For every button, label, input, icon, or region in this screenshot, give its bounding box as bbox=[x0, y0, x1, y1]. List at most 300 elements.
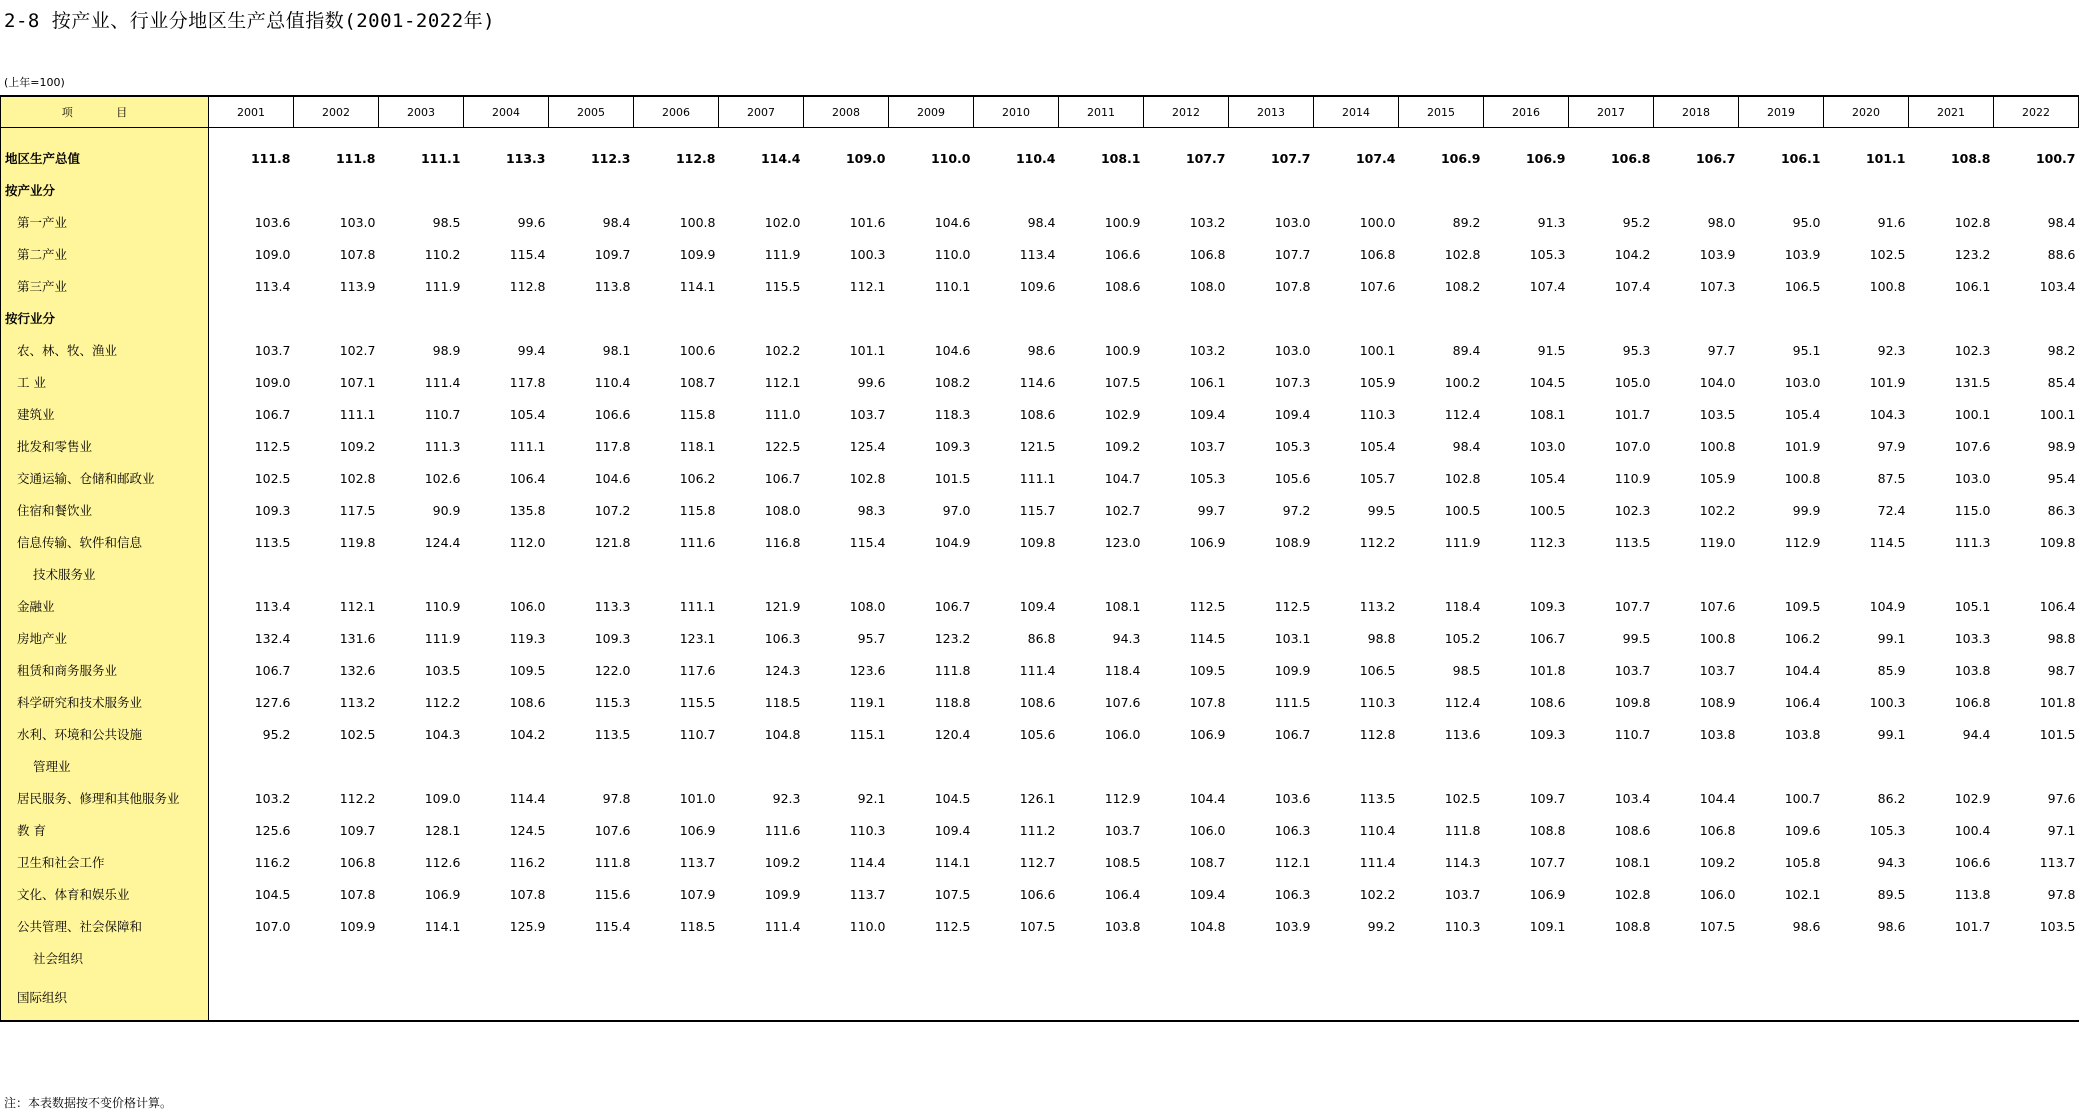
value-cell: 110.0 bbox=[930, 150, 971, 166]
value-cell: 112.1 bbox=[849, 278, 886, 294]
value-cell: 95.1 bbox=[1792, 342, 1821, 358]
value-cell: 106.6 bbox=[1019, 886, 1056, 902]
value-cell: 102.8 bbox=[1444, 246, 1481, 262]
value-cell bbox=[379, 974, 464, 1021]
value-cell: 103.4 bbox=[2039, 278, 2076, 294]
value-cell: 106.3 bbox=[1274, 886, 1311, 902]
value-cell: 112.3 bbox=[590, 150, 631, 166]
value-cell: 119.1 bbox=[849, 694, 886, 710]
value-cell: 109.7 bbox=[594, 246, 631, 262]
value-cell: 95.3 bbox=[1622, 342, 1651, 358]
value-cell: 100.7 bbox=[1784, 790, 1821, 806]
value-cell: 89.2 bbox=[1452, 214, 1481, 230]
year-header: 2002 bbox=[294, 96, 379, 128]
year-header: 2014 bbox=[1314, 96, 1399, 128]
value-cell: 99.9 bbox=[1792, 502, 1821, 518]
value-cell bbox=[1824, 974, 1909, 1021]
value-cell: 114.6 bbox=[1019, 374, 1056, 390]
value-cell: 113.7 bbox=[849, 886, 886, 902]
value-cell: 100.8 bbox=[1699, 438, 1736, 454]
value-cell: 111.4 bbox=[1359, 854, 1396, 870]
value-cell: 113.6 bbox=[1444, 726, 1481, 742]
value-cell: 104.9 bbox=[934, 534, 971, 550]
value-cell: 100.7 bbox=[2035, 150, 2076, 166]
value-cell: 110.7 bbox=[679, 726, 716, 742]
value-cell: 109.4 bbox=[1189, 406, 1226, 422]
value-cell: 111.9 bbox=[424, 630, 461, 646]
row-label: 建筑业 bbox=[1, 398, 209, 430]
value-cell: 108.7 bbox=[1189, 854, 1226, 870]
value-cell: 109.6 bbox=[1784, 822, 1821, 838]
value-cell: 107.7 bbox=[1614, 598, 1651, 614]
value-cell: 98.6 bbox=[1792, 918, 1821, 934]
table-row bbox=[1, 206, 2079, 238]
value-cell bbox=[1654, 750, 1739, 782]
value-cell bbox=[719, 174, 804, 206]
value-cell: 102.9 bbox=[1104, 406, 1141, 422]
value-cell: 113.4 bbox=[254, 598, 291, 614]
value-cell: 108.9 bbox=[1274, 534, 1311, 550]
value-cell: 91.5 bbox=[1537, 342, 1566, 358]
value-cell: 122.0 bbox=[594, 662, 631, 678]
value-cell: 108.1 bbox=[1614, 854, 1651, 870]
value-cell: 106.4 bbox=[1104, 886, 1141, 902]
value-cell: 108.8 bbox=[1614, 918, 1651, 934]
value-cell: 112.4 bbox=[1444, 694, 1481, 710]
value-cell: 99.4 bbox=[517, 342, 546, 358]
value-cell: 112.8 bbox=[1359, 726, 1396, 742]
value-cell: 109.5 bbox=[509, 662, 546, 678]
value-cell: 109.3 bbox=[594, 630, 631, 646]
value-cell: 107.9 bbox=[679, 886, 716, 902]
value-cell: 101.5 bbox=[2039, 726, 2076, 742]
value-cell bbox=[209, 750, 294, 782]
value-cell: 118.3 bbox=[934, 406, 971, 422]
row-label: 社会组织 bbox=[1, 942, 209, 974]
row-label: 教 育 bbox=[1, 814, 209, 846]
value-cell bbox=[294, 558, 379, 590]
value-cell: 109.8 bbox=[2039, 534, 2076, 550]
value-cell: 112.3 bbox=[1529, 534, 1566, 550]
value-cell: 109.0 bbox=[424, 790, 461, 806]
value-cell: 107.8 bbox=[1274, 278, 1311, 294]
value-cell: 110.7 bbox=[424, 406, 461, 422]
value-cell: 104.6 bbox=[594, 470, 631, 486]
value-cell: 109.4 bbox=[1189, 886, 1226, 902]
value-cell bbox=[1059, 942, 1144, 974]
value-cell: 111.4 bbox=[764, 918, 801, 934]
value-cell: 100.8 bbox=[679, 214, 716, 230]
value-cell: 111.1 bbox=[420, 150, 461, 166]
value-cell: 121.9 bbox=[764, 598, 801, 614]
value-cell: 104.8 bbox=[1189, 918, 1226, 934]
value-cell: 110.4 bbox=[1015, 150, 1056, 166]
value-cell bbox=[379, 558, 464, 590]
value-cell: 131.6 bbox=[339, 630, 376, 646]
value-cell: 111.1 bbox=[509, 438, 546, 454]
value-cell: 100.5 bbox=[1444, 502, 1481, 518]
value-cell: 105.4 bbox=[1529, 470, 1566, 486]
row-label: 住宿和餐饮业 bbox=[1, 494, 209, 526]
value-cell: 104.3 bbox=[424, 726, 461, 742]
value-cell bbox=[719, 942, 804, 974]
value-cell bbox=[1484, 302, 1569, 334]
value-cell: 106.2 bbox=[1784, 630, 1821, 646]
value-cell: 107.5 bbox=[1019, 918, 1056, 934]
year-header: 2004 bbox=[464, 96, 549, 128]
value-cell: 115.1 bbox=[849, 726, 886, 742]
value-cell: 112.9 bbox=[1104, 790, 1141, 806]
value-cell: 94.3 bbox=[1877, 854, 1906, 870]
year-header: 2013 bbox=[1229, 96, 1314, 128]
value-cell: 110.4 bbox=[1359, 822, 1396, 838]
value-cell: 114.1 bbox=[934, 854, 971, 870]
table-row bbox=[1, 302, 2079, 334]
value-cell: 114.3 bbox=[1444, 854, 1481, 870]
value-cell bbox=[1229, 558, 1314, 590]
value-cell: 86.8 bbox=[1027, 630, 1056, 646]
table-row bbox=[1, 270, 2079, 302]
value-cell: 105.9 bbox=[1699, 470, 1736, 486]
value-cell: 109.3 bbox=[1529, 726, 1566, 742]
value-cell: 113.4 bbox=[254, 278, 291, 294]
value-cell: 98.1 bbox=[602, 342, 631, 358]
value-cell bbox=[464, 750, 549, 782]
value-cell: 111.8 bbox=[934, 662, 971, 678]
value-cell bbox=[974, 174, 1059, 206]
value-cell: 107.1 bbox=[339, 374, 376, 390]
value-cell: 128.1 bbox=[424, 822, 461, 838]
value-cell: 108.9 bbox=[1699, 694, 1736, 710]
value-cell: 106.7 bbox=[254, 406, 291, 422]
value-cell: 106.9 bbox=[1440, 150, 1481, 166]
value-cell: 102.5 bbox=[1869, 246, 1906, 262]
value-cell: 103.0 bbox=[1954, 470, 1991, 486]
value-cell: 103.2 bbox=[1189, 214, 1226, 230]
value-cell: 98.4 bbox=[2047, 214, 2076, 230]
value-cell: 103.7 bbox=[254, 342, 291, 358]
value-cell bbox=[634, 174, 719, 206]
value-cell bbox=[1484, 174, 1569, 206]
value-cell bbox=[1909, 302, 1994, 334]
value-cell bbox=[1909, 558, 1994, 590]
value-cell: 104.5 bbox=[934, 790, 971, 806]
value-cell: 98.0 bbox=[1707, 214, 1736, 230]
value-cell: 99.1 bbox=[1877, 726, 1906, 742]
value-cell: 98.6 bbox=[1027, 342, 1056, 358]
value-cell: 109.4 bbox=[1019, 598, 1056, 614]
value-cell: 113.8 bbox=[594, 278, 631, 294]
value-cell bbox=[1229, 174, 1314, 206]
value-cell: 109.5 bbox=[1189, 662, 1226, 678]
value-cell: 88.6 bbox=[2047, 246, 2076, 262]
value-cell: 101.6 bbox=[849, 214, 886, 230]
value-cell: 113.2 bbox=[339, 694, 376, 710]
value-cell: 89.4 bbox=[1452, 342, 1481, 358]
value-cell bbox=[1144, 974, 1229, 1021]
value-cell: 113.3 bbox=[505, 150, 546, 166]
value-cell: 100.0 bbox=[1359, 214, 1396, 230]
value-cell bbox=[464, 942, 549, 974]
value-cell: 119.8 bbox=[339, 534, 376, 550]
value-cell: 106.6 bbox=[1104, 246, 1141, 262]
value-cell: 72.4 bbox=[1877, 502, 1906, 518]
value-cell: 107.0 bbox=[1614, 438, 1651, 454]
value-cell: 102.5 bbox=[254, 470, 291, 486]
value-cell: 100.1 bbox=[1359, 342, 1396, 358]
value-cell: 123.0 bbox=[1104, 534, 1141, 550]
value-cell bbox=[1739, 302, 1824, 334]
row-label: 租赁和商务服务业 bbox=[1, 654, 209, 686]
value-cell: 109.4 bbox=[934, 822, 971, 838]
value-cell bbox=[1569, 174, 1654, 206]
value-cell: 106.2 bbox=[679, 470, 716, 486]
value-cell: 111.3 bbox=[424, 438, 461, 454]
value-cell: 105.3 bbox=[1529, 246, 1566, 262]
year-header: 2008 bbox=[804, 96, 889, 128]
year-header: 2001 bbox=[209, 96, 294, 128]
value-cell bbox=[1484, 974, 1569, 1021]
value-cell: 109.5 bbox=[1784, 598, 1821, 614]
value-cell: 108.1 bbox=[1100, 150, 1141, 166]
value-cell bbox=[1144, 558, 1229, 590]
value-cell: 112.9 bbox=[1784, 534, 1821, 550]
value-cell: 114.4 bbox=[760, 150, 801, 166]
value-cell: 106.1 bbox=[1954, 278, 1991, 294]
value-cell: 109.9 bbox=[339, 918, 376, 934]
value-cell bbox=[889, 558, 974, 590]
value-cell bbox=[1144, 174, 1229, 206]
value-cell: 103.9 bbox=[1784, 246, 1821, 262]
value-cell bbox=[294, 942, 379, 974]
value-cell: 105.2 bbox=[1444, 630, 1481, 646]
value-cell: 114.1 bbox=[424, 918, 461, 934]
value-cell: 103.7 bbox=[1614, 662, 1651, 678]
value-cell bbox=[464, 558, 549, 590]
value-cell: 109.9 bbox=[764, 886, 801, 902]
value-cell bbox=[889, 942, 974, 974]
value-cell: 103.8 bbox=[1699, 726, 1736, 742]
value-cell: 112.0 bbox=[509, 534, 546, 550]
value-cell bbox=[1314, 558, 1399, 590]
value-cell: 110.9 bbox=[424, 598, 461, 614]
value-cell: 124.5 bbox=[509, 822, 546, 838]
table-row bbox=[1, 590, 2079, 622]
value-cell: 115.4 bbox=[509, 246, 546, 262]
value-cell: 106.9 bbox=[1189, 534, 1226, 550]
table-row bbox=[1, 846, 2079, 878]
value-cell: 94.3 bbox=[1112, 630, 1141, 646]
value-cell: 107.6 bbox=[1359, 278, 1396, 294]
value-cell: 106.8 bbox=[1699, 822, 1736, 838]
value-cell: 97.7 bbox=[1707, 342, 1736, 358]
table-row bbox=[1, 142, 2079, 174]
value-cell: 112.5 bbox=[1274, 598, 1311, 614]
value-cell: 107.7 bbox=[1185, 150, 1226, 166]
value-cell bbox=[549, 974, 634, 1021]
value-cell: 112.6 bbox=[424, 854, 461, 870]
value-cell: 98.8 bbox=[2047, 630, 2076, 646]
table-row bbox=[1, 494, 2079, 526]
table-row bbox=[1, 974, 2079, 1021]
value-cell: 100.6 bbox=[679, 342, 716, 358]
value-cell: 106.9 bbox=[424, 886, 461, 902]
value-cell: 108.6 bbox=[1019, 406, 1056, 422]
value-cell: 110.3 bbox=[1444, 918, 1481, 934]
value-cell bbox=[1059, 302, 1144, 334]
value-cell: 105.6 bbox=[1019, 726, 1056, 742]
value-cell: 106.9 bbox=[1529, 886, 1566, 902]
value-cell bbox=[1739, 558, 1824, 590]
year-header: 2003 bbox=[379, 96, 464, 128]
row-label: 农、林、牧、渔业 bbox=[1, 334, 209, 366]
value-cell bbox=[549, 174, 634, 206]
value-cell: 95.2 bbox=[1622, 214, 1651, 230]
value-cell bbox=[1739, 974, 1824, 1021]
table-row bbox=[1, 686, 2079, 718]
value-cell: 109.8 bbox=[1019, 534, 1056, 550]
year-header: 2019 bbox=[1739, 96, 1824, 128]
row-label: 公共管理、社会保障和 bbox=[1, 910, 209, 942]
value-cell: 109.3 bbox=[254, 502, 291, 518]
value-cell: 102.9 bbox=[1954, 790, 1991, 806]
value-cell: 86.3 bbox=[2047, 502, 2076, 518]
value-cell: 113.3 bbox=[594, 598, 631, 614]
value-cell: 108.6 bbox=[1529, 694, 1566, 710]
value-cell: 117.8 bbox=[594, 438, 631, 454]
value-cell bbox=[889, 174, 974, 206]
value-cell bbox=[1399, 974, 1484, 1021]
table-row bbox=[1, 910, 2079, 942]
value-cell: 95.4 bbox=[2047, 470, 2076, 486]
value-cell bbox=[1059, 174, 1144, 206]
value-cell: 111.1 bbox=[339, 406, 376, 422]
year-header: 2006 bbox=[634, 96, 719, 128]
row-label: 卫生和社会工作 bbox=[1, 846, 209, 878]
value-cell: 112.1 bbox=[339, 598, 376, 614]
value-cell: 109.2 bbox=[1699, 854, 1736, 870]
value-cell bbox=[1569, 942, 1654, 974]
value-cell: 100.9 bbox=[1104, 214, 1141, 230]
value-cell: 101.7 bbox=[1614, 406, 1651, 422]
value-cell bbox=[1654, 974, 1739, 1021]
value-cell: 106.9 bbox=[1525, 150, 1566, 166]
table-row bbox=[1, 718, 2079, 750]
value-cell: 103.0 bbox=[1274, 342, 1311, 358]
value-cell: 108.0 bbox=[764, 502, 801, 518]
value-cell: 85.9 bbox=[1877, 662, 1906, 678]
value-cell: 103.9 bbox=[1699, 246, 1736, 262]
value-cell bbox=[1824, 302, 1909, 334]
value-cell bbox=[634, 558, 719, 590]
value-cell: 105.1 bbox=[1954, 598, 1991, 614]
value-cell: 105.4 bbox=[509, 406, 546, 422]
value-cell: 104.3 bbox=[1869, 406, 1906, 422]
value-cell: 125.4 bbox=[849, 438, 886, 454]
table-row bbox=[1, 526, 2079, 558]
value-cell: 111.4 bbox=[424, 374, 461, 390]
value-cell bbox=[1399, 174, 1484, 206]
value-cell bbox=[209, 302, 294, 334]
value-cell: 119.0 bbox=[1699, 534, 1736, 550]
table-row bbox=[1, 462, 2079, 494]
value-cell bbox=[1229, 974, 1314, 1021]
value-cell bbox=[1144, 750, 1229, 782]
value-cell: 102.6 bbox=[424, 470, 461, 486]
value-cell: 107.6 bbox=[1699, 598, 1736, 614]
value-cell: 111.8 bbox=[250, 150, 291, 166]
value-cell: 102.3 bbox=[1614, 502, 1651, 518]
value-cell: 108.7 bbox=[679, 374, 716, 390]
table-header-row bbox=[1, 96, 2079, 128]
value-cell: 97.9 bbox=[1877, 438, 1906, 454]
value-cell bbox=[974, 974, 1059, 1021]
value-cell: 100.8 bbox=[1869, 278, 1906, 294]
value-cell: 115.4 bbox=[594, 918, 631, 934]
value-cell bbox=[1569, 558, 1654, 590]
value-cell: 104.4 bbox=[1699, 790, 1736, 806]
value-cell: 89.5 bbox=[1877, 886, 1906, 902]
value-cell: 120.4 bbox=[934, 726, 971, 742]
value-cell: 111.0 bbox=[764, 406, 801, 422]
table-body bbox=[1, 128, 2079, 1022]
value-cell: 124.3 bbox=[764, 662, 801, 678]
value-cell: 118.4 bbox=[1104, 662, 1141, 678]
row-label: 技术服务业 bbox=[1, 558, 209, 590]
value-cell: 103.6 bbox=[1274, 790, 1311, 806]
value-cell: 111.4 bbox=[1019, 662, 1056, 678]
value-cell: 109.6 bbox=[1019, 278, 1056, 294]
value-cell: 106.1 bbox=[1189, 374, 1226, 390]
year-header: 2005 bbox=[549, 96, 634, 128]
value-cell bbox=[1399, 750, 1484, 782]
page-title: 2-8 按产业、行业分地区生产总值指数(2001-2022年) bbox=[4, 10, 496, 32]
value-cell: 105.9 bbox=[1359, 374, 1396, 390]
value-cell: 103.8 bbox=[1954, 662, 1991, 678]
value-cell: 117.6 bbox=[679, 662, 716, 678]
value-cell bbox=[549, 942, 634, 974]
value-cell: 107.5 bbox=[1699, 918, 1736, 934]
value-cell: 115.0 bbox=[1954, 502, 1991, 518]
value-cell: 127.6 bbox=[254, 694, 291, 710]
value-cell: 112.2 bbox=[339, 790, 376, 806]
value-cell bbox=[1739, 942, 1824, 974]
value-cell: 105.3 bbox=[1189, 470, 1226, 486]
value-cell bbox=[634, 302, 719, 334]
value-cell: 108.0 bbox=[1189, 278, 1226, 294]
value-cell: 103.3 bbox=[1954, 630, 1991, 646]
value-cell bbox=[1314, 302, 1399, 334]
row-label: 金融业 bbox=[1, 590, 209, 622]
value-cell: 103.5 bbox=[424, 662, 461, 678]
value-cell: 103.7 bbox=[1699, 662, 1736, 678]
data-table bbox=[0, 95, 2079, 1022]
value-cell: 100.5 bbox=[1529, 502, 1566, 518]
value-cell: 102.1 bbox=[1784, 886, 1821, 902]
value-cell bbox=[464, 302, 549, 334]
value-cell bbox=[1994, 750, 2079, 782]
value-cell bbox=[294, 974, 379, 1021]
value-cell bbox=[804, 974, 889, 1021]
value-cell: 85.4 bbox=[2047, 374, 2076, 390]
value-cell: 114.5 bbox=[1869, 534, 1906, 550]
value-cell bbox=[1909, 750, 1994, 782]
value-cell: 104.5 bbox=[1529, 374, 1566, 390]
value-cell: 100.3 bbox=[1869, 694, 1906, 710]
value-cell: 107.6 bbox=[594, 822, 631, 838]
value-cell: 102.2 bbox=[1359, 886, 1396, 902]
value-cell: 105.7 bbox=[1359, 470, 1396, 486]
